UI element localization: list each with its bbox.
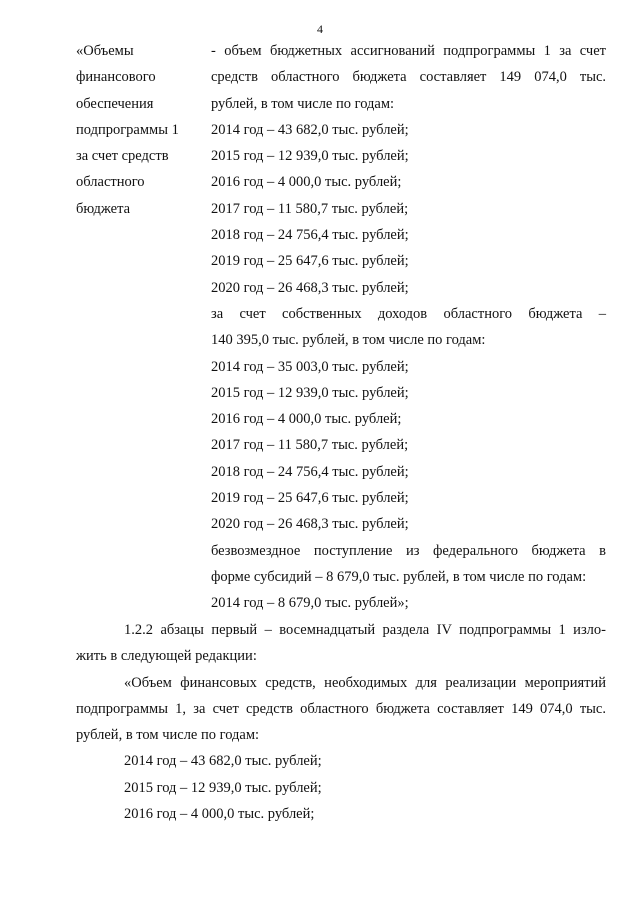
- year-total-line: 2017 год – 11 580,7 тыс. рублей;: [211, 200, 409, 217]
- quote-line: рублей, в том числе по годам:: [76, 727, 260, 744]
- year-total-line: 2014 год – 43 682,0 тыс. рублей;: [211, 121, 409, 138]
- body-year-line: 2014 год – 43 682,0 тыс. рублей;: [124, 753, 322, 770]
- year-own-line: 2015 год – 12 939,0 тыс. рублей;: [211, 384, 409, 401]
- intro-line: - объем бюджетных ассигнований подпрограммы 1 за счет: [211, 43, 606, 59]
- year-own-line: 2014 год – 35 003,0 тыс. рублей;: [211, 358, 409, 375]
- intro-line: средств областного бюджета составляет 149 074,0 тыс.: [211, 69, 606, 86]
- item-line: жить в следующей редакции:: [76, 648, 257, 665]
- year-total-line: 2015 год – 12 939,0 тыс. рублей;: [211, 148, 409, 165]
- passport-label-line: «Объемы: [76, 43, 134, 59]
- passport-content: [211, 38, 606, 617]
- year-total-line: 2019 год – 25 647,6 тыс. рублей;: [211, 253, 409, 270]
- passport-label-line: подпрограммы 1: [76, 121, 179, 138]
- intro-line: рублей, в том числе по годам:: [211, 95, 395, 112]
- own-income-line: 140 395,0 тыс. рублей, в том числе по годам:: [211, 332, 486, 349]
- body-year-line: 2016 год – 4 000,0 тыс. рублей;: [124, 806, 315, 823]
- passport-label-line: областного: [76, 174, 145, 191]
- amendment-text: [76, 617, 606, 827]
- year-own-line: 2017 год – 11 580,7 тыс. рублей;: [211, 437, 409, 454]
- passport-label-line: бюджета: [76, 200, 131, 217]
- body-year-line: 2015 год – 12 939,0 тыс. рублей;: [124, 779, 322, 796]
- passport-label-line: за счет средств: [76, 148, 169, 165]
- page-number: 4: [317, 22, 323, 36]
- item-line: 1.2.2 абзацы первый – восемнадцатый раздела IV подпрограммы 1 изло-: [124, 622, 606, 638]
- federal-line: форме субсидий – 8 679,0 тыс. рублей, в том числе по годам:: [211, 568, 587, 585]
- year-total-line: 2016 год – 4 000,0 тыс. рублей;: [211, 174, 402, 191]
- federal-line: безвозмездное поступление из федерального бюджета в: [211, 542, 606, 559]
- year-total-line: 2020 год – 26 468,3 тыс. рублей;: [211, 279, 409, 296]
- quote-line: «Объем финансовых средств, необходимых для реализации мероприятий: [124, 674, 606, 691]
- year-own-line: 2016 год – 4 000,0 тыс. рублей;: [211, 411, 402, 428]
- federal-year-line: 2014 год – 8 679,0 тыс. рублей»;: [211, 595, 409, 612]
- passport-label-line: обеспечения: [76, 95, 154, 112]
- year-total-line: 2018 год – 24 756,4 тыс. рублей;: [211, 227, 409, 244]
- year-own-line: 2018 год – 24 756,4 тыс. рублей;: [211, 463, 409, 480]
- own-income-line: за счет собственных доходов областного бюджета –: [211, 305, 606, 322]
- passport-label: [76, 38, 201, 222]
- passport-label-line: финансового: [76, 69, 156, 86]
- quote-line: подпрограммы 1, за счет средств областного бюджета составляет 149 074,0 тыс.: [76, 700, 606, 717]
- year-own-line: 2019 год – 25 647,6 тыс. рублей;: [211, 490, 409, 507]
- year-own-line: 2020 год – 26 468,3 тыс. рублей;: [211, 516, 409, 533]
